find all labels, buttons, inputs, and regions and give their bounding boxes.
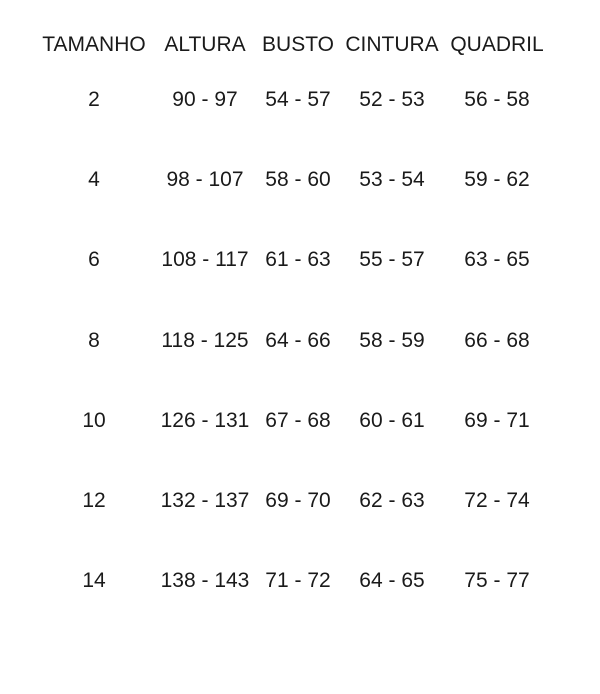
cell-busto: 69 - 70 [265,489,331,512]
cell-cintura: 53 - 54 [359,168,425,191]
cell-altura: 90 - 97 [172,88,238,111]
header-cintura: CINTURA [345,33,439,56]
header-quadril: QUADRIL [450,33,544,56]
cell-quadril: 56 - 58 [464,88,530,111]
cell-busto: 67 - 68 [265,409,331,432]
cell-busto: 64 - 66 [265,329,331,352]
cell-altura: 108 - 117 [161,248,249,271]
cell-altura: 126 - 131 [160,409,250,432]
cell-tamanho: 12 [82,489,106,512]
cell-altura: 98 - 107 [166,168,244,191]
cell-altura: 132 - 137 [160,489,250,512]
cell-cintura: 64 - 65 [359,569,425,592]
cell-busto: 54 - 57 [265,88,331,111]
cell-cintura: 55 - 57 [359,248,425,271]
cell-cintura: 58 - 59 [359,329,425,352]
cell-altura: 138 - 143 [160,569,250,592]
cell-quadril: 59 - 62 [464,168,530,191]
cell-tamanho: 14 [82,569,106,592]
cell-tamanho: 4 [88,168,100,191]
cell-busto: 71 - 72 [265,569,331,592]
cell-quadril: 75 - 77 [464,569,530,592]
header-busto: BUSTO [262,33,334,56]
cell-tamanho: 2 [88,88,100,111]
cell-cintura: 60 - 61 [359,409,425,432]
cell-busto: 58 - 60 [265,168,331,191]
cell-busto: 61 - 63 [265,248,331,271]
cell-quadril: 72 - 74 [464,489,530,512]
cell-quadril: 66 - 68 [464,329,530,352]
cell-tamanho: 8 [88,329,100,352]
cell-tamanho: 10 [82,409,106,432]
cell-quadril: 69 - 71 [464,409,530,432]
header-tamanho: TAMANHO [42,33,146,56]
cell-cintura: 52 - 53 [359,88,425,111]
cell-cintura: 62 - 63 [359,489,425,512]
header-altura: ALTURA [164,33,246,56]
cell-tamanho: 6 [88,248,100,271]
cell-quadril: 63 - 65 [464,248,530,271]
cell-altura: 118 - 125 [161,329,249,352]
